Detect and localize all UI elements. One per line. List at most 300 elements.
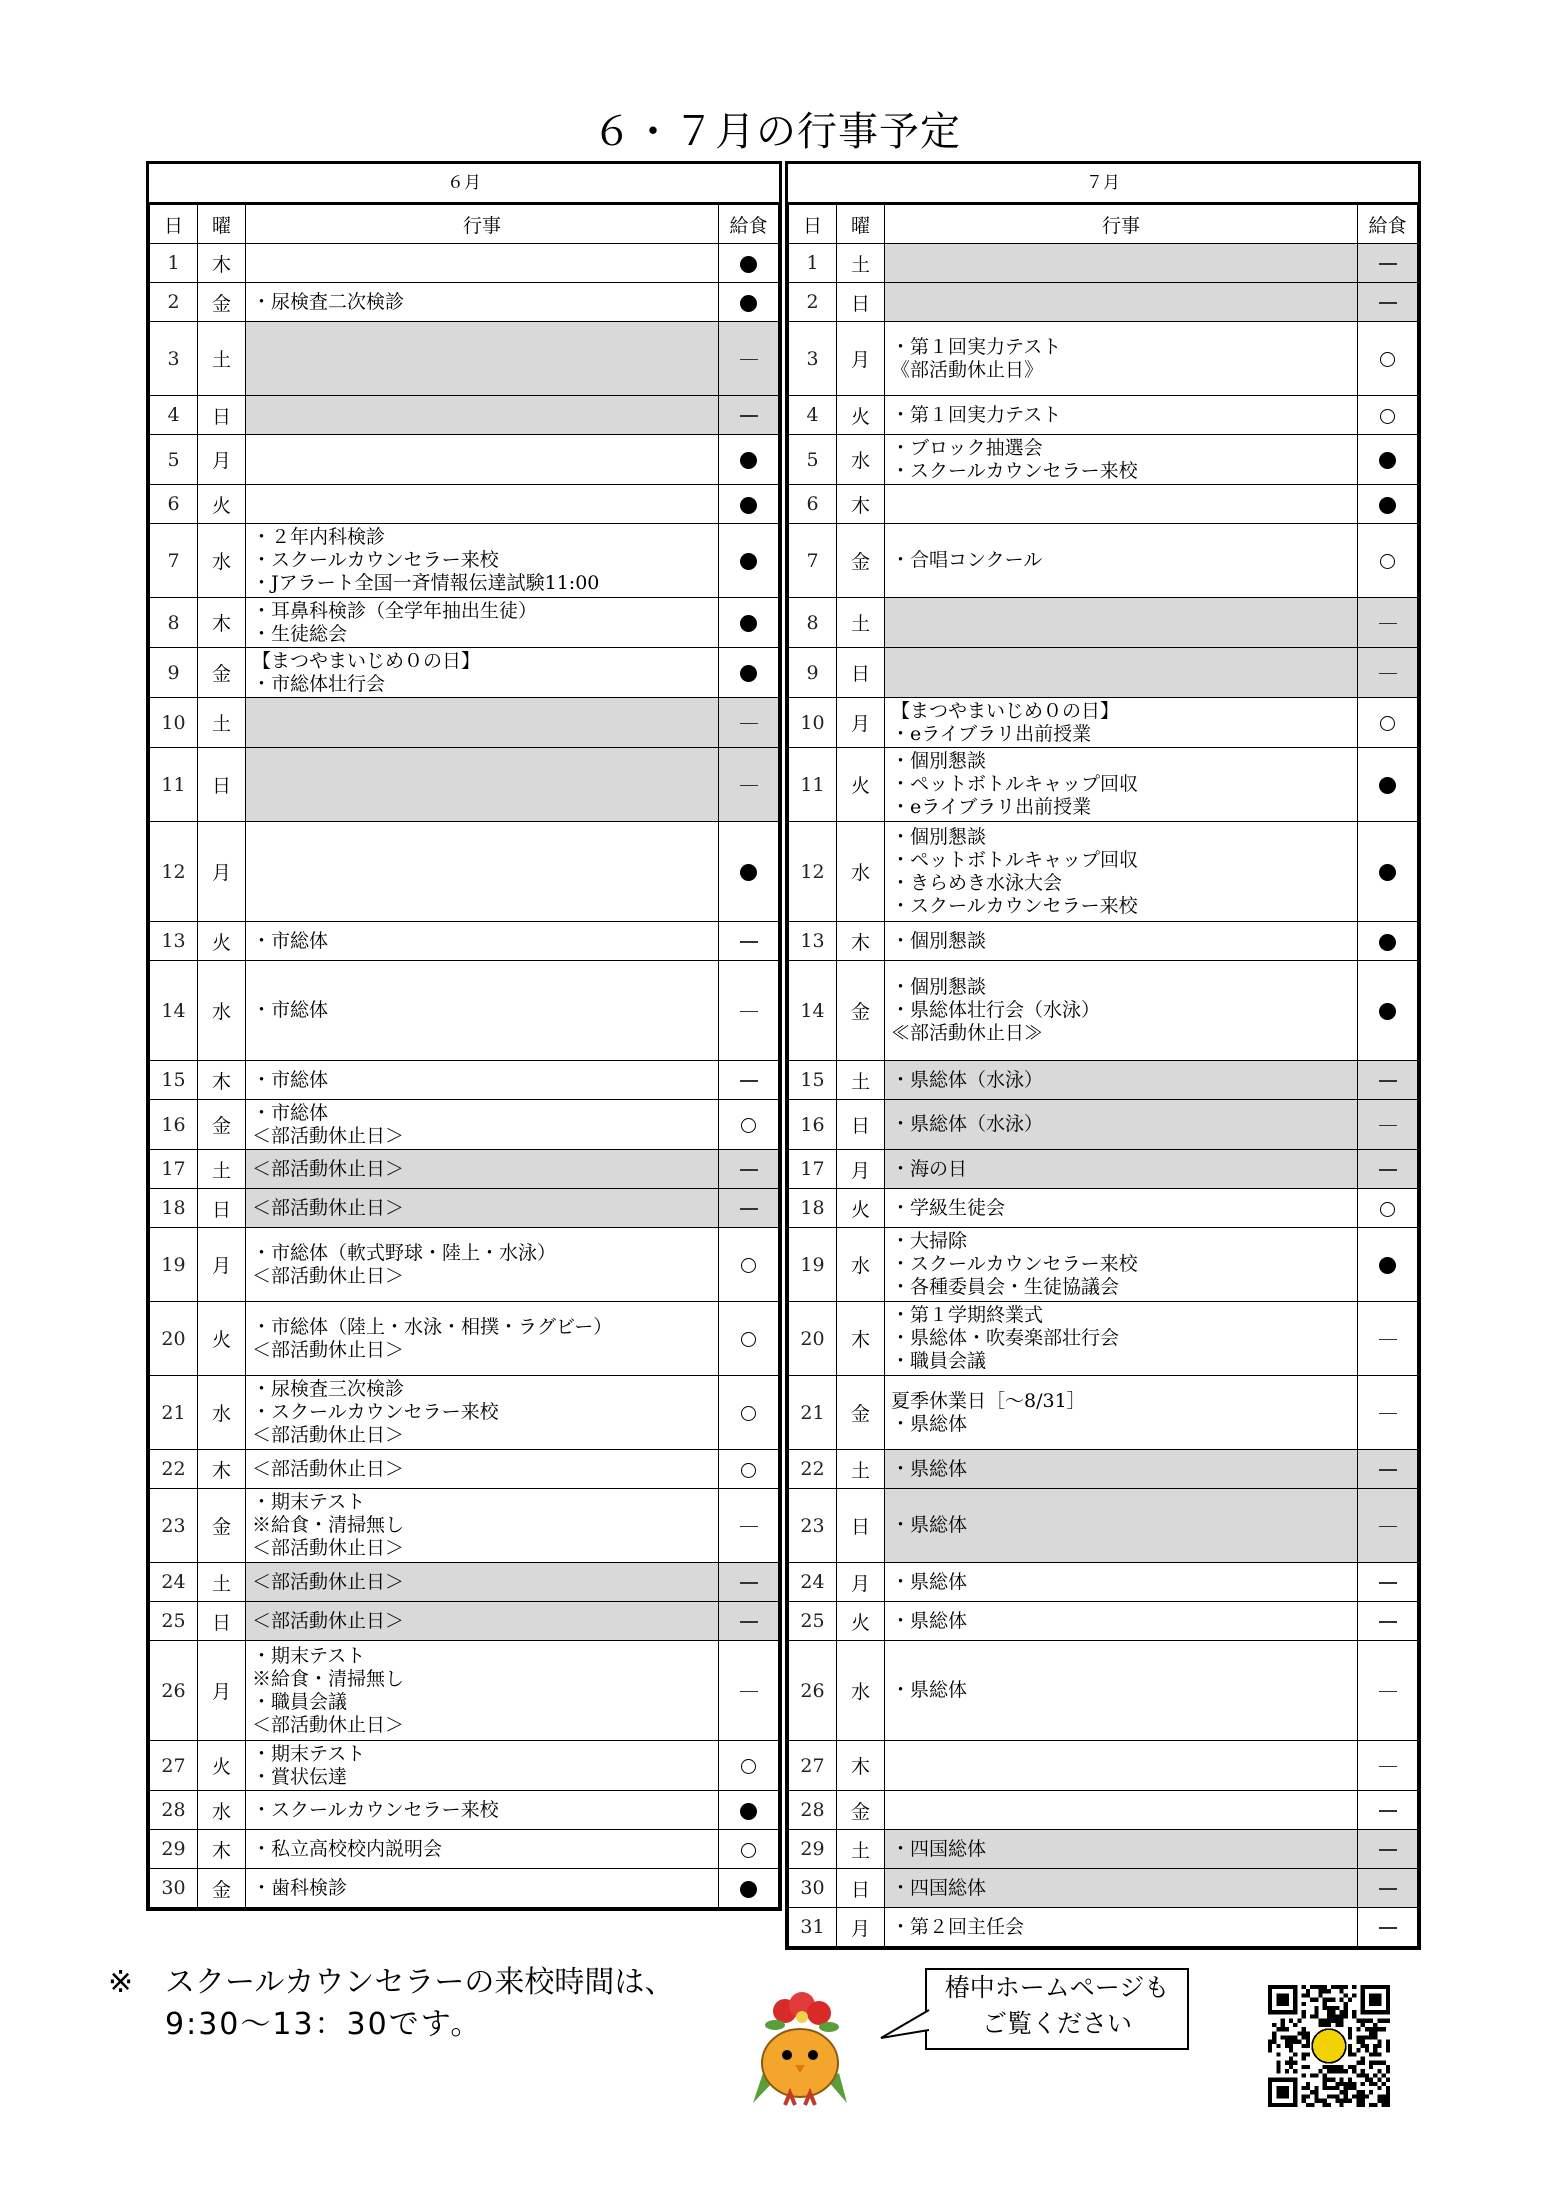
day-number: 9 [789,648,837,698]
event-cell [885,1489,1358,1563]
lunch-special-icon [741,1118,756,1133]
event-cell [885,435,1358,485]
no-lunch-icon [740,723,758,725]
lunch-special-icon [1380,352,1395,367]
event-line: ・歯科検診 [252,1876,348,1899]
july-calendar [785,161,1421,1950]
weekday: 日 [198,396,246,435]
lunch-cell [1358,244,1418,283]
july-column-headers [789,205,1418,244]
weekday: 日 [837,1100,885,1150]
lunch-cell [719,922,779,961]
weekday: 木 [837,1302,885,1376]
weekday: 土 [837,598,885,648]
no-lunch-icon [1379,1691,1397,1693]
event-line: ・市総体（軟式野球・陸上・水泳） [252,1241,557,1264]
event-line: ・県総体 [891,1514,968,1536]
lunch-cell [719,1791,779,1830]
event-line: ・スクールカウンセラー来校 [252,549,499,571]
day-number: 29 [150,1830,198,1869]
event-cell [246,748,719,822]
event-cell [885,485,1358,524]
day-row [789,822,1418,922]
weekday: 木 [198,1450,246,1489]
no-lunch-icon [1379,673,1397,675]
event-line: ・県総体（水泳） [891,1113,1044,1135]
weekday: 月 [837,322,885,396]
lunch-served-icon [740,1803,757,1820]
mascot-illustration [735,1985,865,2115]
event-line: ・個別懇談 [891,929,987,952]
day-row [150,1302,779,1376]
event-cell [885,1641,1358,1741]
day-number: 26 [150,1641,198,1741]
weekday: 土 [837,244,885,283]
event-cell [246,1302,719,1376]
event-cell [885,961,1358,1061]
day-row [150,1100,779,1150]
header-day: 日 [150,205,198,244]
event-cell [246,1100,719,1150]
day-row [789,435,1418,485]
event-line: ・県総体・吹奏楽部壮行会 [891,1327,1120,1349]
lunch-cell [1358,698,1418,748]
event-cell [246,435,719,485]
event-line: ・第１学期終業式 [891,1304,1044,1326]
event-cell [246,1061,719,1100]
day-number: 25 [789,1602,837,1641]
event-cell [885,598,1358,648]
event-line: 【まつやまいじめ０の日】 [252,649,481,672]
event-cell [885,1602,1358,1641]
day-row [789,1228,1418,1302]
event-cell [246,1150,719,1189]
weekday: 土 [198,1563,246,1602]
lunch-cell [719,698,779,748]
lunch-served-icon [740,256,757,273]
no-lunch-icon [1379,1582,1397,1584]
day-row [150,698,779,748]
event-line: ・市総体壮行会 [252,672,386,695]
header-event: 行事 [885,205,1358,244]
lunch-cell [1358,1100,1418,1150]
event-cell [885,1450,1358,1489]
event-cell [885,1150,1358,1189]
day-number: 11 [150,748,198,822]
lunch-cell [719,396,779,435]
event-line: ・２年内科検診 [252,526,386,548]
day-row [789,485,1418,524]
lunch-cell [719,1376,779,1450]
weekday: 木 [198,244,246,283]
lunch-served-icon [1379,934,1396,951]
event-line: ※給食・清掃無し [252,1514,405,1536]
lunch-served-icon [740,497,757,514]
no-lunch-icon [1379,1413,1397,1415]
weekday: 水 [837,435,885,485]
day-number: 8 [789,598,837,648]
day-number: 19 [789,1228,837,1302]
weekday: 水 [837,1641,885,1741]
no-lunch-icon [1379,1927,1397,1929]
header-weekday: 曜 [198,205,246,244]
lunch-cell [1358,1602,1418,1641]
no-lunch-icon [1379,1469,1397,1471]
event-line: ・学級生徒会 [891,1196,1006,1219]
lunch-cell [719,1450,779,1489]
weekday: 日 [837,1869,885,1908]
june-table [149,204,779,1908]
event-line: ＜部活動休止日＞ [252,1264,405,1287]
event-cell [246,1830,719,1869]
weekday: 月 [837,698,885,748]
weekday: 月 [837,1150,885,1189]
weekday: 金 [198,283,246,322]
day-number: 28 [150,1791,198,1830]
day-row [150,1830,779,1869]
day-row [150,485,779,524]
day-number: 24 [789,1563,837,1602]
event-line: ・県総体壮行会（水泳） [891,999,1101,1021]
event-cell [885,1741,1358,1791]
day-number: 21 [150,1376,198,1450]
june-column-headers [150,205,779,244]
weekday: 月 [198,822,246,922]
day-number: 10 [789,698,837,748]
lunch-cell [1358,1563,1418,1602]
event-line: ・市総体（陸上・水泳・相撲・ラグビー） [252,1315,613,1338]
weekday: 火 [837,396,885,435]
event-line: 夏季休業日［〜8/31］ [891,1389,1086,1412]
lunch-cell [1358,922,1418,961]
day-number: 4 [789,396,837,435]
day-row [789,1791,1418,1830]
day-number: 14 [789,961,837,1061]
lunch-cell [719,822,779,922]
event-cell [885,1061,1358,1100]
note-line-2: 9:30〜13：30です。 [165,2007,483,2042]
event-line: ≪部活動休止日≫ [891,1022,1044,1044]
lunch-cell [719,1061,779,1100]
no-lunch-icon [1379,1169,1397,1171]
event-cell [885,922,1358,961]
homepage-bubble [925,1968,1189,2050]
event-cell [885,822,1358,922]
weekday: 月 [837,1908,885,1947]
day-number: 29 [789,1830,837,1869]
day-number: 12 [789,822,837,922]
event-line: ・賞状伝達 [252,1765,348,1788]
weekday: 日 [198,748,246,822]
weekday: 火 [837,748,885,822]
lunch-served-icon [740,553,757,570]
event-line: ・四国総体 [891,1876,987,1899]
weekday: 火 [198,922,246,961]
lunch-cell [719,1641,779,1741]
note-line-1: スクールカウンセラーの来校時間は、 [165,1965,675,2000]
day-number: 3 [150,322,198,396]
day-number: 10 [150,698,198,748]
day-row [789,396,1418,435]
weekday: 金 [198,1489,246,1563]
event-cell [885,1791,1358,1830]
day-row [789,1302,1418,1376]
event-cell [885,748,1358,822]
day-row [789,524,1418,598]
lunch-special-icon [1380,716,1395,731]
header-lunch: 給食 [719,205,779,244]
event-cell [246,1228,719,1302]
weekday: 木 [837,485,885,524]
event-line: ・県総体 [891,1457,968,1480]
lunch-cell [719,1602,779,1641]
day-row [150,244,779,283]
day-row [789,1450,1418,1489]
event-line: ・個別懇談 [891,976,987,998]
day-number: 6 [150,485,198,524]
day-row [150,748,779,822]
july-month-header: ７月 [788,164,1418,204]
day-row [789,1830,1418,1869]
lunch-cell [1358,1791,1418,1830]
lunch-special-icon [741,1332,756,1347]
weekday: 日 [837,283,885,322]
event-line: ＜部活動休止日＞ [252,1157,405,1180]
day-number: 13 [789,922,837,961]
day-row [789,1602,1418,1641]
day-row [150,283,779,322]
no-lunch-icon [740,1582,758,1584]
day-row [789,1741,1418,1791]
day-number: 9 [150,648,198,698]
lunch-served-icon [1379,777,1396,794]
event-cell [885,1100,1358,1150]
event-cell [246,1376,719,1450]
no-lunch-icon [1379,1766,1397,1768]
event-line: ・私立高校校内説明会 [252,1837,443,1860]
event-cell [885,524,1358,598]
day-number: 30 [150,1869,198,1908]
bubble-line-1: 椿中ホームページも [944,1973,1170,2002]
june-rows [150,244,779,1908]
day-number: 6 [789,485,837,524]
lunch-served-icon [740,452,757,469]
lunch-cell [719,748,779,822]
event-line: ・県総体 [891,1679,968,1701]
lunch-cell [1358,1189,1418,1228]
weekday: 月 [198,1228,246,1302]
lunch-cell [1358,961,1418,1061]
event-cell [246,1791,719,1830]
event-line: ・県総体 [891,1412,968,1435]
event-line: ・県総体（水泳） [891,1068,1044,1091]
weekday: 木 [837,922,885,961]
lunch-cell [719,1228,779,1302]
no-lunch-icon [1379,1125,1397,1127]
day-row [150,1450,779,1489]
day-row [150,598,779,648]
day-number: 12 [150,822,198,922]
day-row [789,283,1418,322]
event-line: ・各種委員会・生徒協議会 [891,1276,1120,1298]
lunch-cell [1358,1150,1418,1189]
no-lunch-icon [740,1621,758,1623]
weekday: 日 [837,1489,885,1563]
event-cell [885,1376,1358,1450]
no-lunch-icon [1379,263,1397,265]
lunch-cell [719,1830,779,1869]
weekday: 金 [837,1791,885,1830]
header-weekday: 曜 [837,205,885,244]
event-line: ＜部活動休止日＞ [252,1457,405,1480]
weekday: 火 [198,485,246,524]
weekday: 土 [837,1450,885,1489]
bubble-tail [879,2008,931,2048]
event-cell [246,485,719,524]
event-line: ・第１回実力テスト [891,403,1062,426]
day-row [789,922,1418,961]
weekday: 土 [837,1830,885,1869]
event-line: ＜部活動休止日＞ [252,1424,405,1446]
event-line: ・四国総体 [891,1837,987,1860]
event-cell [885,698,1358,748]
event-cell [246,598,719,648]
day-row [789,1376,1418,1450]
event-cell [885,396,1358,435]
weekday: 土 [198,698,246,748]
lunch-cell [719,1302,779,1376]
event-line: ・尿検査三次検診 [252,1378,405,1400]
no-lunch-icon [1379,1621,1397,1623]
day-number: 7 [789,524,837,598]
lunch-cell [719,648,779,698]
weekday: 水 [198,1791,246,1830]
lunch-cell [1358,1869,1418,1908]
day-number: 22 [789,1450,837,1489]
lunch-served-icon [1379,1257,1396,1274]
day-number: 24 [150,1563,198,1602]
lunch-cell [1358,396,1418,435]
weekday: 土 [198,1150,246,1189]
day-number: 4 [150,396,198,435]
event-cell [885,1830,1358,1869]
event-line: ・海の日 [891,1157,968,1180]
day-number: 30 [789,1869,837,1908]
day-number: 19 [150,1228,198,1302]
no-lunch-icon [1379,1526,1397,1528]
weekday: 日 [198,1602,246,1641]
event-cell [885,1302,1358,1376]
day-number: 11 [789,748,837,822]
lunch-cell [719,244,779,283]
weekday: 木 [837,1741,885,1791]
weekday: 月 [198,1641,246,1741]
event-line: ・市総体 [252,999,329,1021]
lunch-cell [1358,1061,1418,1100]
lunch-cell [719,1489,779,1563]
event-cell [246,1741,719,1791]
day-number: 8 [150,598,198,648]
event-line: ・きらめき水泳大会 [891,871,1063,894]
day-number: 18 [789,1189,837,1228]
no-lunch-icon [740,359,758,361]
lunch-cell [1358,1908,1418,1947]
day-row [150,1061,779,1100]
day-row [150,322,779,396]
lunch-cell [719,1869,779,1908]
event-line: ・個別懇談 [891,825,987,848]
day-number: 5 [150,435,198,485]
event-line: ＜部活動休止日＞ [252,1338,405,1361]
lunch-special-icon [741,1843,756,1858]
weekday: 火 [198,1302,246,1376]
weekday: 月 [198,435,246,485]
day-row [789,748,1418,822]
note-mark: ※ [108,1965,134,2000]
header-day: 日 [789,205,837,244]
lunch-special-icon [741,1406,756,1421]
no-lunch-icon [740,1169,758,1171]
event-cell [246,1189,719,1228]
bubble-line-2: ご覧ください [981,2009,1132,2038]
day-row [150,524,779,598]
event-line: ・期末テスト [252,1491,366,1513]
day-number: 23 [150,1489,198,1563]
lunch-cell [1358,1376,1418,1450]
lunch-special-icon [1380,409,1395,424]
event-line: ・県総体 [891,1609,968,1632]
day-number: 27 [150,1741,198,1791]
day-number: 18 [150,1189,198,1228]
no-lunch-icon [740,415,758,417]
event-cell [885,283,1358,322]
no-lunch-icon [740,1208,758,1210]
day-row [150,1602,779,1641]
no-lunch-icon [1379,1810,1397,1812]
weekday: 木 [198,598,246,648]
lunch-cell [719,1150,779,1189]
event-cell [885,1563,1358,1602]
day-row [150,396,779,435]
event-line: ＜部活動休止日＞ [252,1609,405,1632]
weekday: 金 [837,1376,885,1450]
no-lunch-icon [740,785,758,787]
day-number: 1 [789,244,837,283]
lunch-served-icon [740,864,757,881]
lunch-cell [1358,1228,1418,1302]
weekday: 火 [837,1602,885,1641]
event-line: ・生徒総会 [252,622,348,645]
day-number: 23 [789,1489,837,1563]
event-cell [246,648,719,698]
qr-code[interactable] [1268,1985,1390,2107]
event-cell [246,1641,719,1741]
event-line: ・期末テスト [252,1742,366,1765]
lunch-special-icon [1380,554,1395,569]
day-row [150,961,779,1061]
lunch-cell [1358,648,1418,698]
event-line: 《部活動休止日》 [891,358,1044,381]
no-lunch-icon [1379,623,1397,625]
lunch-special-icon [741,1463,756,1478]
event-cell [246,822,719,922]
event-cell [246,322,719,396]
lunch-cell [719,598,779,648]
no-lunch-icon [1379,1849,1397,1851]
lunch-cell [719,485,779,524]
weekday: 火 [837,1189,885,1228]
no-lunch-icon [740,941,758,943]
